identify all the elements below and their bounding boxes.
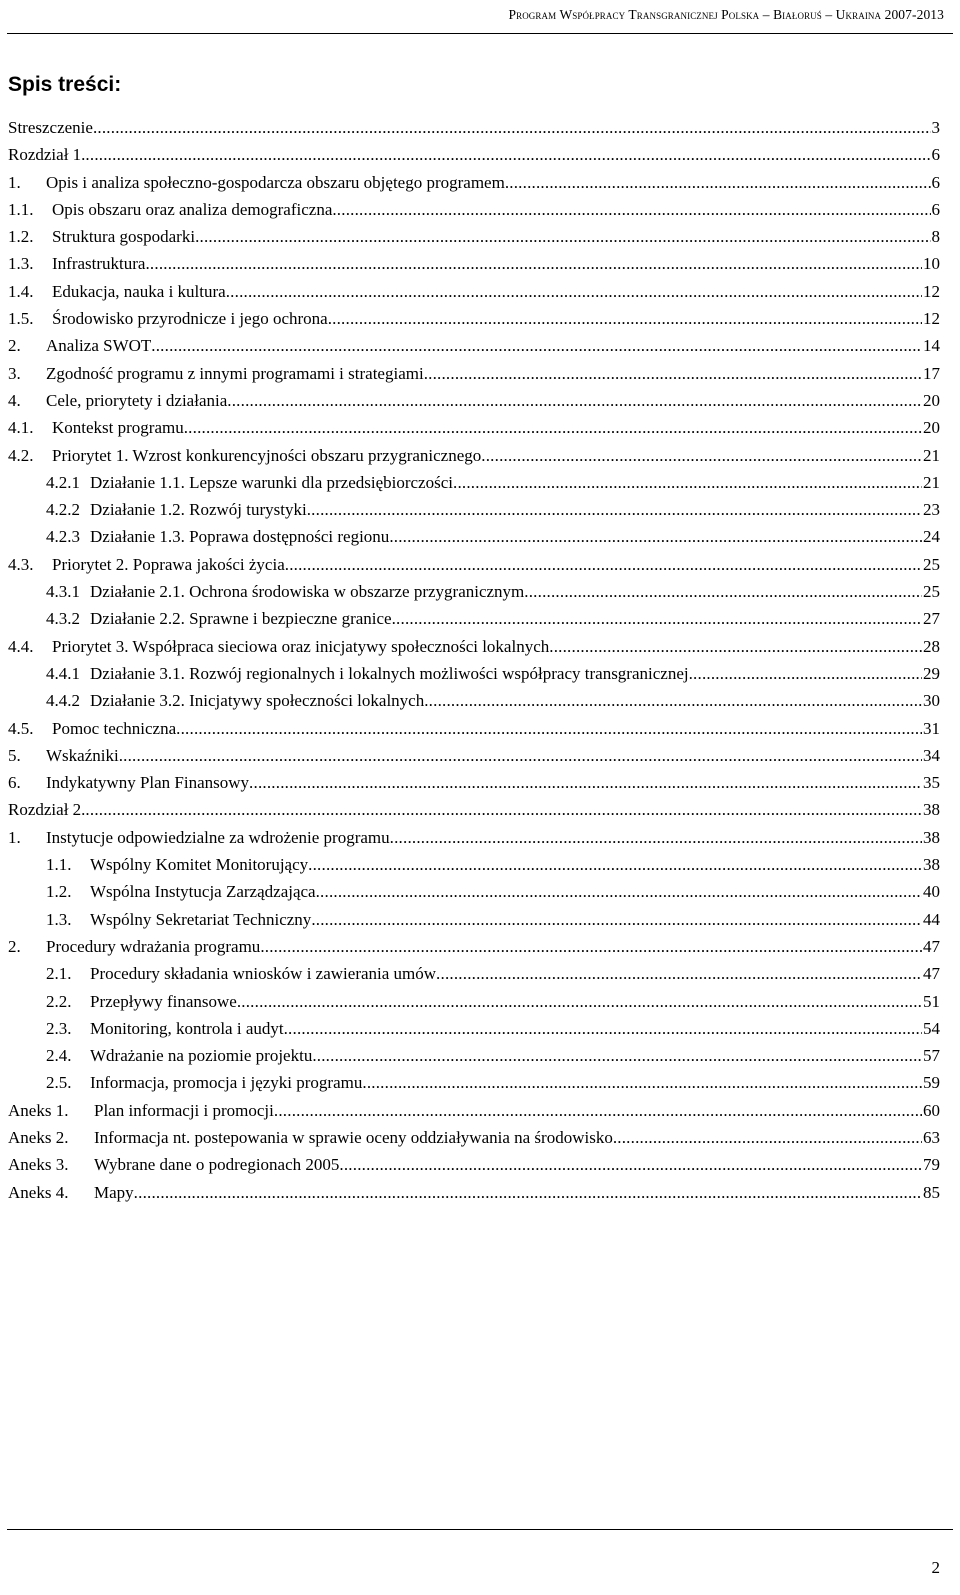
toc-dot-leader (237, 991, 922, 1013)
toc-entry-page: 14 (923, 336, 940, 356)
toc-entry-title: Wybrane dane o podregionach 2005 (94, 1155, 340, 1175)
toc-entry-label (8, 1154, 339, 1176)
toc-entry-title: Procedury wdrażania programu (46, 936, 261, 956)
toc-entry-title: Mapy (94, 1182, 134, 1202)
toc-entry-title: Edukacja, nauka i kultura (52, 281, 226, 301)
toc-entry[interactable] (8, 526, 940, 553)
toc-entry-label (8, 199, 332, 221)
toc-entry[interactable] (8, 718, 940, 745)
toc-entry-number: 4.2.3 (46, 527, 80, 547)
toc-entry-title: Rozdział 2. (8, 800, 86, 820)
toc-entry-title: Cele, priorytety i działania (46, 390, 228, 410)
toc-entry-title: Plan informacji i promocji (94, 1100, 274, 1120)
toc-entry[interactable] (8, 117, 940, 144)
toc-entry-page: 17 (923, 363, 940, 383)
toc-entry[interactable] (8, 1127, 940, 1154)
toc-entry-label (8, 1072, 362, 1094)
toc-entry-page: 40 (923, 882, 940, 902)
toc-entry-page: 24 (923, 527, 940, 547)
toc-entry-number: 2.5. (46, 1073, 72, 1093)
toc-dot-leader (307, 499, 922, 521)
toc-entry-title: Działanie 2.1. Ochrona środowiska w obszarze przygranicznym (90, 582, 525, 602)
toc-entry-title: Pomoc techniczna (52, 718, 177, 738)
toc-entry-label (8, 554, 285, 576)
toc-entry-title: Wskaźniki (46, 745, 119, 765)
toc-entry-page: 21 (923, 472, 940, 492)
toc-entry[interactable] (8, 253, 940, 280)
toc-entry-number: 4.2. (8, 445, 34, 465)
toc-entry-label (8, 1045, 312, 1067)
toc-entry-number: 4.3.2 (46, 609, 80, 629)
toc-entry-number: 2.3. (46, 1018, 72, 1038)
toc-entry-label (8, 772, 249, 794)
toc-entry-number: 5. (8, 745, 21, 765)
toc-entry-label (8, 1100, 274, 1122)
toc-entry-number: 4.4. (8, 636, 34, 656)
toc-entry-label (8, 718, 176, 740)
toc-entry-label (8, 335, 151, 357)
toc-entry[interactable] (8, 445, 940, 472)
toc-entry-title: Działanie 3.1. Rozwój regionalnych i lokalnych możliwości współpracy transgranicznej (90, 663, 689, 683)
toc-entry[interactable] (8, 1100, 940, 1127)
toc-entry-page: 63 (923, 1127, 940, 1147)
toc-entry-number: 4.3.1 (46, 582, 80, 602)
toc-entry-page: 25 (923, 554, 940, 574)
toc-entry-page: 47 (923, 936, 940, 956)
toc-dot-leader (249, 772, 922, 794)
toc-dot-leader (328, 308, 922, 330)
toc-entry-title: Rozdział 1. (8, 145, 86, 165)
toc-entry-page: 31 (923, 718, 940, 738)
toc-entry[interactable] (8, 554, 940, 581)
toc-entry-number: Aneks 2. (8, 1127, 69, 1147)
toc-entry-label (8, 608, 392, 630)
toc-entry-number: 1.1. (8, 199, 34, 219)
toc-entry-label (8, 172, 505, 194)
toc-entry-title: Priorytet 2. Poprawa jakości życia (52, 554, 285, 574)
toc-entry[interactable] (8, 363, 940, 390)
toc-entry-number: 1.2. (46, 882, 72, 902)
toc-dot-leader (145, 253, 922, 275)
toc-entry-title: Przepływy finansowe (90, 991, 237, 1011)
toc-entry[interactable] (8, 963, 940, 990)
toc-entry-number: 4.3. (8, 554, 34, 574)
toc-entry-page: 10 (923, 254, 940, 274)
toc-entry-title: Opis obszaru oraz analiza demograficzna (52, 199, 333, 219)
toc-entry-label (8, 799, 85, 821)
toc-entry-label (8, 745, 119, 767)
toc-entry-label (8, 663, 689, 685)
toc-entry-label (8, 827, 390, 849)
toc-entry-label (8, 909, 311, 931)
toc-dot-leader (689, 663, 922, 685)
toc-entry-page: 23 (923, 500, 940, 520)
toc-entry-number: 1. (8, 827, 21, 847)
toc-entry-label (8, 445, 481, 467)
toc-entry-title: Informacja nt. postepowania w sprawie oceny oddziaływania na środowisko (94, 1127, 613, 1147)
toc-dot-leader (151, 335, 922, 357)
toc-entry[interactable] (8, 144, 940, 171)
toc-entry-label (8, 1018, 284, 1040)
toc-entry-number: 2. (8, 336, 21, 356)
toc-entry-label (8, 1127, 613, 1149)
toc-entry-label (8, 144, 85, 166)
toc-entry-number: 6. (8, 773, 21, 793)
toc-entry-title: Kontekst programu (52, 418, 184, 438)
toc-entry-page: 28 (923, 636, 940, 656)
toc-entry-label (8, 1182, 134, 1204)
toc-entry-number: 4.2.1 (46, 472, 80, 492)
toc-dot-leader (389, 526, 922, 548)
toc-dot-leader (549, 636, 922, 658)
toc-entry-page: 51 (923, 991, 940, 1011)
toc-entry-number: Aneks 3. (8, 1155, 69, 1175)
toc-dot-leader (93, 117, 931, 139)
toc-dot-leader (339, 1154, 922, 1176)
toc-entry-label (8, 936, 260, 958)
toc-dot-leader (453, 472, 922, 494)
toc-entry-title: Struktura gospodarki (52, 227, 196, 247)
toc-entry[interactable] (8, 281, 940, 308)
toc-entry-page: 38 (923, 800, 940, 820)
toc-entry-label (8, 881, 316, 903)
toc-entry-page: 20 (923, 390, 940, 410)
toc-entry-title: Indykatywny Plan Finansowy (46, 773, 250, 793)
toc-entry-page: 3 (931, 118, 940, 137)
toc-entry[interactable] (8, 799, 940, 826)
toc-entry[interactable] (8, 335, 940, 362)
toc-entry-page: 30 (923, 691, 940, 711)
toc-dot-leader (392, 608, 922, 630)
toc-entry-number: 2.2. (46, 991, 72, 1011)
header-rule (7, 33, 953, 34)
toc-entry[interactable] (8, 472, 940, 499)
toc-entry-page: 60 (923, 1100, 940, 1120)
toc-entry[interactable] (8, 172, 940, 199)
toc-entry-page: 35 (923, 773, 940, 793)
toc-entry[interactable] (8, 909, 940, 936)
toc-entry-title: Monitoring, kontrola i audyt (90, 1018, 284, 1038)
toc-entry-page: 79 (923, 1155, 940, 1175)
toc-entry-page: 12 (923, 281, 940, 301)
toc-entry-title: Zgodność programu z innymi programami i strategiami (46, 363, 424, 383)
toc-dot-leader (308, 854, 922, 876)
toc-entry-page: 12 (923, 309, 940, 329)
toc-entry-number: 2. (8, 936, 21, 956)
toc-dot-leader (316, 881, 922, 903)
toc-dot-leader (134, 1182, 922, 1204)
toc-entry-page: 47 (923, 964, 940, 984)
toc-entry[interactable] (8, 936, 940, 963)
toc-dot-leader (227, 390, 922, 412)
toc-entry[interactable] (8, 881, 940, 908)
toc-dot-leader (424, 690, 922, 712)
toc-entry-label (8, 636, 549, 658)
toc-entry-page: 38 (923, 827, 940, 847)
toc-entry-number: 4.2.2 (46, 500, 80, 520)
toc-entry-page: 20 (923, 418, 940, 438)
toc-entry[interactable] (8, 226, 940, 253)
toc-entry-number: 1. (8, 172, 21, 192)
toc-entry[interactable] (8, 772, 940, 799)
toc-entry-label (8, 417, 184, 439)
toc-entry-page: 6 (931, 199, 940, 219)
toc-entry-title: Wdrażanie na poziomie projektu (90, 1046, 313, 1066)
toc-entry[interactable] (8, 199, 940, 226)
toc-dot-leader (285, 554, 922, 576)
toc-entry-label (8, 963, 436, 985)
toc-dot-leader (312, 1045, 922, 1067)
toc-dot-leader (424, 363, 922, 385)
toc-entry[interactable] (8, 499, 940, 526)
toc-entry-page: 21 (923, 445, 940, 465)
toc-entry-number: 4.5. (8, 718, 34, 738)
toc-entry-page: 59 (923, 1073, 940, 1093)
toc-entry[interactable] (8, 745, 940, 772)
toc-entry-label (8, 253, 145, 275)
toc-dot-leader (613, 1127, 922, 1149)
toc-entry-label (8, 526, 389, 548)
toc-entry-title: Wspólny Sekretariat Techniczny (90, 909, 312, 929)
toc-entry[interactable] (8, 390, 940, 417)
toc-entry-page: 8 (931, 227, 940, 247)
toc-dot-leader (274, 1100, 922, 1122)
table-of-contents (8, 117, 940, 1209)
toc-entry-label (8, 690, 424, 712)
toc-dot-leader (390, 827, 922, 849)
toc-entry[interactable] (8, 1072, 940, 1099)
toc-entry[interactable] (8, 690, 940, 717)
toc-entry[interactable] (8, 417, 940, 444)
toc-entry-number: 3. (8, 363, 21, 383)
footer-rule (7, 1529, 953, 1530)
toc-entry-page: 27 (923, 609, 940, 629)
toc-entry[interactable] (8, 663, 940, 690)
toc-entry-title: Działanie 3.2. Inicjatywy społeczności lokalnych (90, 691, 425, 711)
toc-entry-label (8, 854, 308, 876)
toc-dot-leader (195, 226, 930, 248)
toc-entry-number: 4. (8, 390, 21, 410)
toc-dot-leader (85, 144, 930, 166)
toc-entry[interactable] (8, 581, 940, 608)
toc-dot-leader (226, 281, 922, 303)
toc-entry-number: 1.2. (8, 227, 34, 247)
toc-title: Spis treści: (8, 73, 122, 96)
toc-dot-leader (505, 172, 931, 194)
page-number: 2 (931, 1558, 940, 1577)
toc-entry-title: Działanie 2.2. Sprawne i bezpieczne granice (90, 609, 392, 629)
toc-entry-label (8, 308, 328, 330)
toc-entry-number: 1.1. (46, 855, 72, 875)
toc-dot-leader (284, 1018, 922, 1040)
toc-entry[interactable] (8, 1154, 940, 1181)
toc-entry[interactable] (8, 608, 940, 635)
toc-dot-leader (362, 1072, 922, 1094)
toc-entry-page: 6 (931, 172, 940, 192)
toc-entry[interactable] (8, 636, 940, 663)
toc-entry[interactable] (8, 827, 940, 854)
toc-entry[interactable] (8, 1182, 940, 1209)
toc-entry-title: Instytucje odpowiedzialne za wdrożenie programu (46, 827, 390, 847)
toc-entry-title: Opis i analiza społeczno-gospodarcza obszaru objętego programem (46, 172, 505, 192)
toc-dot-leader (119, 745, 922, 767)
toc-dot-leader (176, 718, 922, 740)
toc-dot-leader (260, 936, 922, 958)
toc-entry-title: Środowisko przyrodnicze i jego ochrona (52, 309, 328, 329)
toc-entry-number: 1.3. (46, 909, 72, 929)
toc-entry-label (8, 472, 453, 494)
toc-entry-title: Priorytet 1. Wzrost konkurencyjności obszaru przygranicznego (52, 445, 482, 465)
toc-entry-page: 44 (923, 909, 940, 929)
running-header: Program Współpracy Transgranicznej Polska – Białoruś – Ukraina 2007-2013 (508, 7, 944, 22)
toc-entry-page: 34 (923, 745, 940, 765)
toc-entry-title: Działanie 1.3. Poprawa dostępności regionu (90, 527, 390, 547)
toc-entry[interactable] (8, 308, 940, 335)
toc-entry-title: Analiza SWOT (46, 336, 152, 356)
toc-entry-title: Wspólna Instytucja Zarządzająca (90, 882, 316, 902)
toc-entry-page: 6 (931, 145, 940, 165)
toc-entry-number: 4.4.2 (46, 691, 80, 711)
toc-dot-leader (481, 445, 922, 467)
toc-entry[interactable] (8, 991, 940, 1018)
toc-entry-title: Informacja, promocja i języki programu (90, 1073, 363, 1093)
toc-entry-page: 29 (923, 663, 940, 683)
toc-entry-title: Wspólny Komitet Monitorujący (90, 855, 309, 875)
toc-entry-page: 85 (923, 1182, 940, 1202)
toc-entry-page: 25 (923, 582, 940, 602)
toc-entry-number: 1.3. (8, 254, 34, 274)
toc-entry-number: 1.5. (8, 309, 34, 329)
toc-entry-label (8, 226, 195, 248)
toc-entry[interactable] (8, 1045, 940, 1072)
toc-entry-number: Aneks 1. (8, 1100, 69, 1120)
toc-entry-number: 4.1. (8, 418, 34, 438)
toc-entry[interactable] (8, 854, 940, 881)
toc-dot-leader (332, 199, 930, 221)
toc-entry-number: 2.4. (46, 1046, 72, 1066)
toc-entry-number: 4.4.1 (46, 663, 80, 683)
toc-entry-number: 1.4. (8, 281, 34, 301)
toc-entry-page: 38 (923, 855, 940, 875)
toc-entry-label (8, 390, 227, 412)
toc-entry-title: Działanie 1.2. Rozwój turystyki (90, 500, 307, 520)
toc-entry-label (8, 499, 307, 521)
toc-entry-label (8, 281, 226, 303)
toc-entry-number: 2.1. (46, 964, 72, 984)
toc-entry-label (8, 991, 237, 1013)
toc-entry-label (8, 581, 524, 603)
toc-entry-title: Streszczenie (8, 118, 93, 137)
toc-entry-title: Priorytet 3. Współpraca sieciowa oraz inicjatywy społeczności lokalnych (52, 636, 550, 656)
toc-entry-page: 57 (923, 1046, 940, 1066)
toc-dot-leader (524, 581, 922, 603)
toc-entry-label (8, 117, 93, 139)
toc-entry-number: Aneks 4. (8, 1182, 69, 1202)
toc-dot-leader (184, 417, 922, 439)
toc-dot-leader (85, 799, 922, 821)
toc-entry-page: 54 (923, 1018, 940, 1038)
toc-entry-title: Procedury składania wniosków i zawierania umów (90, 964, 437, 984)
toc-dot-leader (436, 963, 922, 985)
toc-entry[interactable] (8, 1018, 940, 1045)
toc-dot-leader (311, 909, 922, 931)
toc-entry-title: Działanie 1.1. Lepsze warunki dla przedsiębiorczości (90, 472, 453, 492)
toc-entry-label (8, 363, 424, 385)
toc-entry-title: Infrastruktura (52, 254, 146, 274)
